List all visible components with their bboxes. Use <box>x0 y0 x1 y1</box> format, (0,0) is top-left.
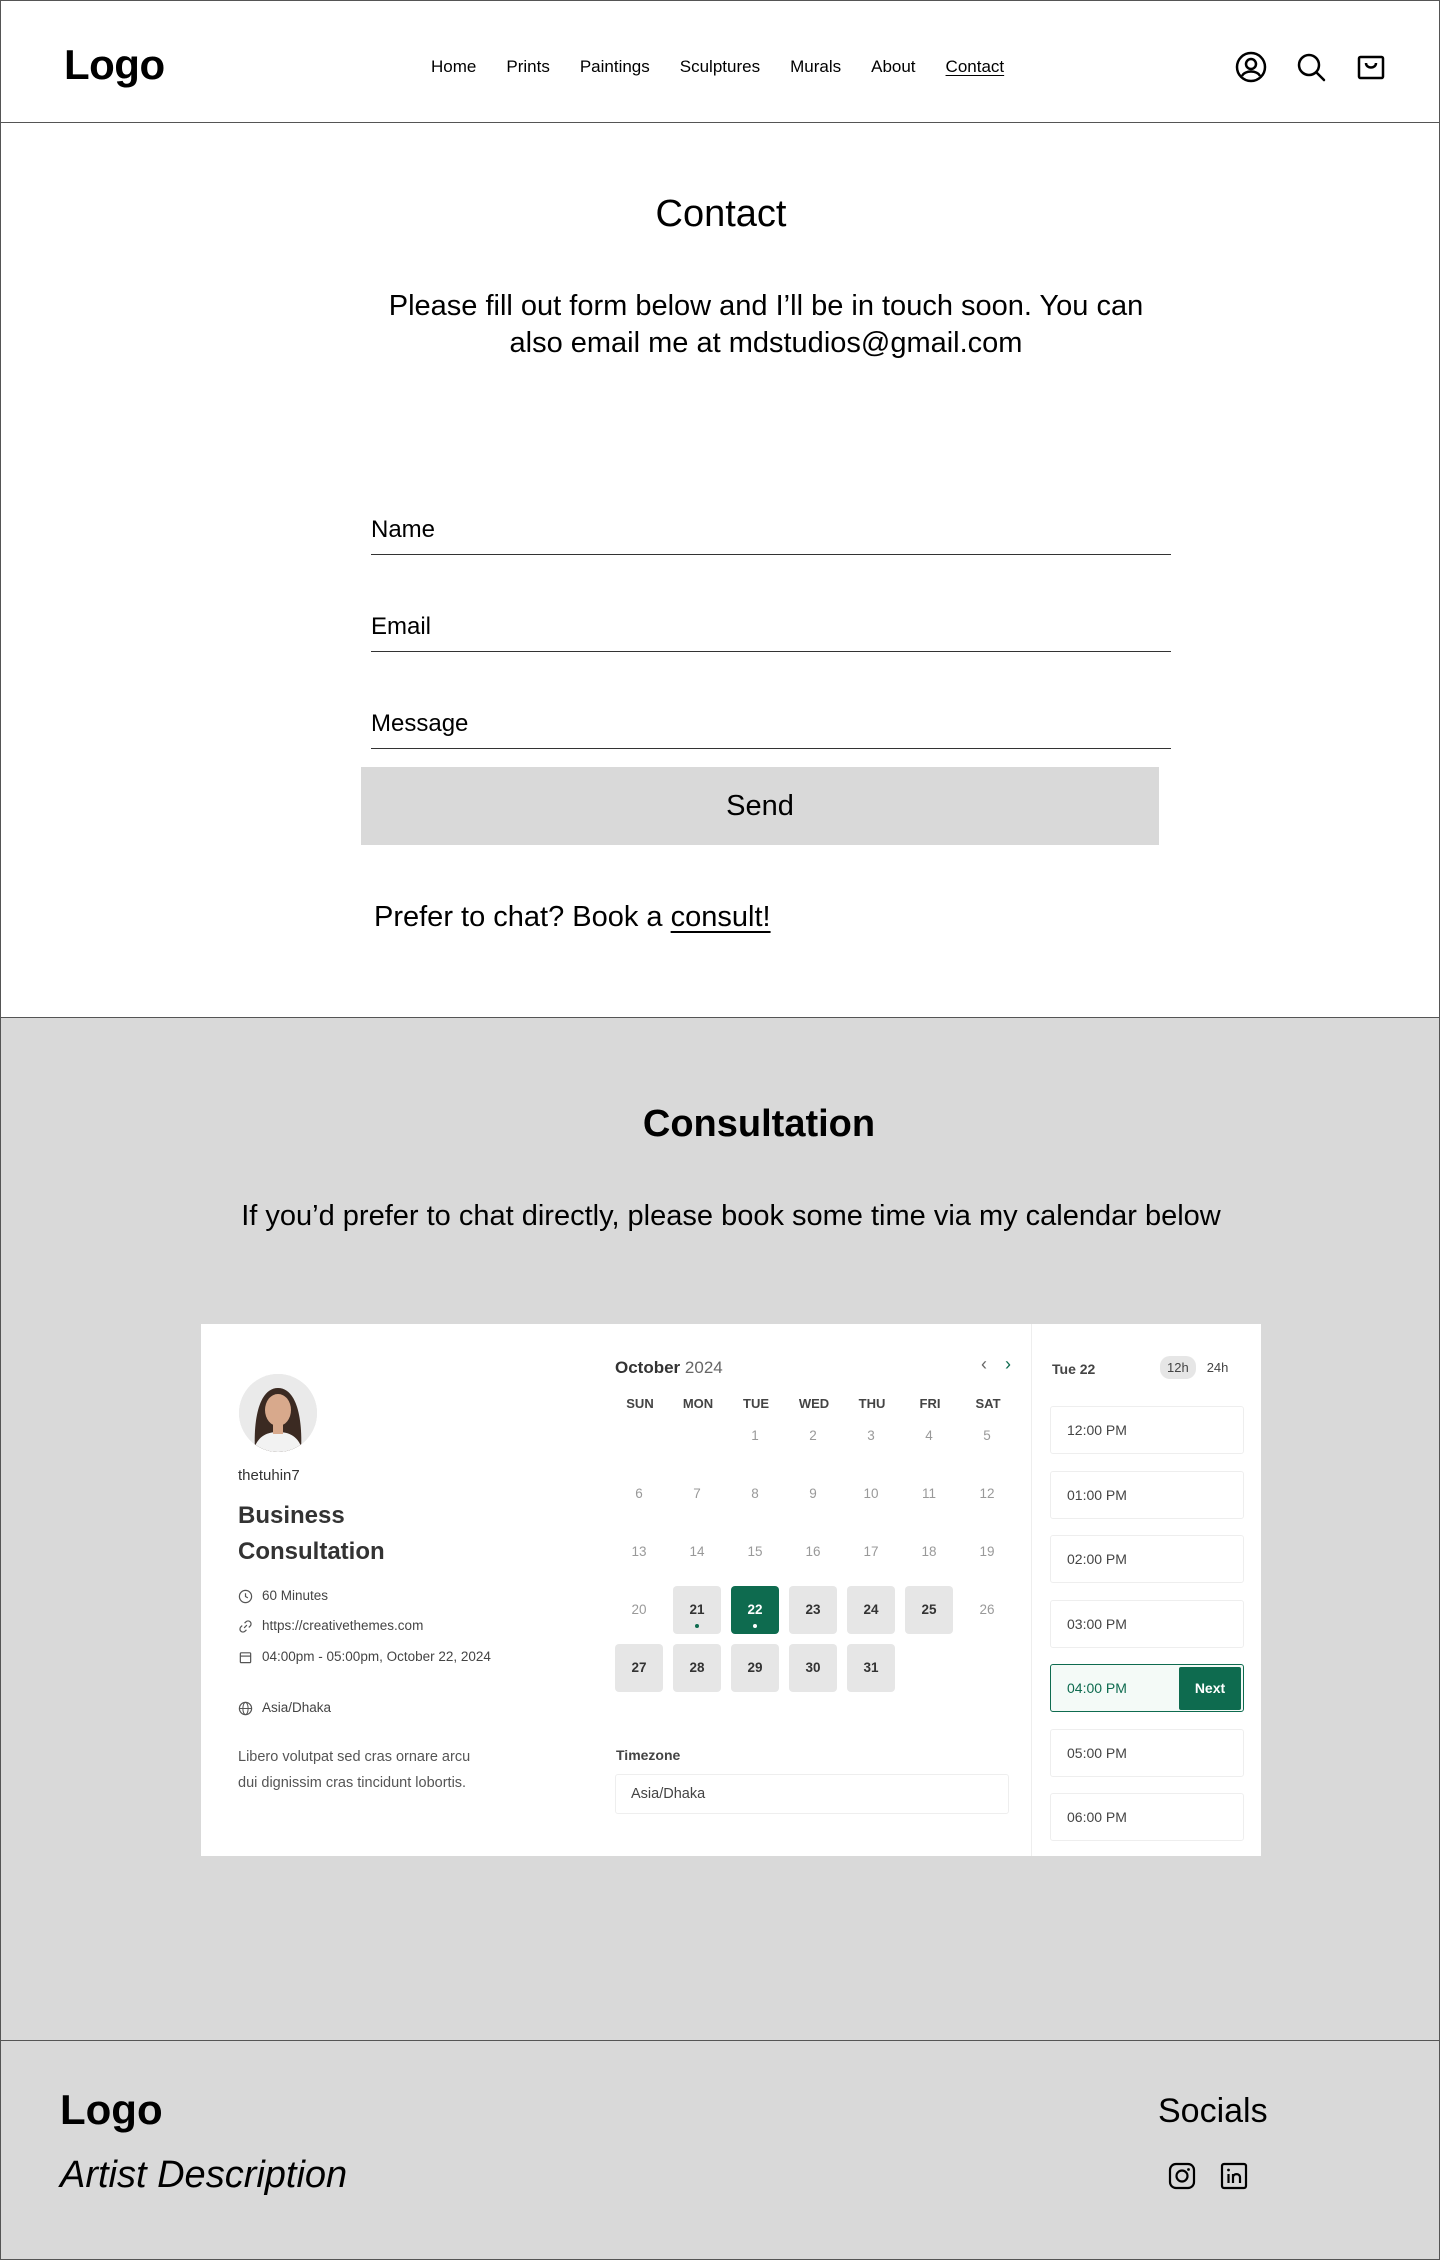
weekday-label: MON <box>682 1396 714 1411</box>
calendar-day: 18 <box>921 1544 937 1559</box>
weekday-label: FRI <box>919 1396 941 1411</box>
site-footer <box>0 2040 1440 2260</box>
calendar-day: 16 <box>805 1544 821 1559</box>
time-slot[interactable] <box>1050 1729 1244 1777</box>
name-field-label: Name <box>371 516 436 543</box>
avatar <box>239 1374 317 1452</box>
nav-paintings[interactable]: Paintings <box>579 57 650 76</box>
time-slot-label: 01:00 PM <box>1067 1486 1127 1503</box>
message-field-label: Message <box>371 710 469 737</box>
logo[interactable]: Logo <box>64 41 165 88</box>
globe-icon <box>238 1701 253 1716</box>
calendar-day: 13 <box>631 1544 647 1559</box>
calendar-day: 15 <box>747 1544 763 1559</box>
time-format-toggle <box>1160 1356 1235 1379</box>
availability-dot <box>695 1624 699 1628</box>
prefer-chat-text <box>374 901 771 934</box>
event-description: Libero volutpat sed cras ornare arcu dui dignissim cras tincidunt lobortis. <box>238 1749 471 1791</box>
time-slot-label: 12:00 PM <box>1067 1422 1127 1438</box>
calendar-day: 17 <box>863 1544 879 1559</box>
nav-contact[interactable]: Contact <box>945 57 1005 76</box>
availability-dot <box>753 1624 757 1628</box>
calendar-day: 10 <box>863 1486 879 1501</box>
header-icons <box>1235 51 1387 83</box>
time-slot-label: 04:00 PM <box>1067 1680 1127 1696</box>
contact-subtitle: Please fill out form below and I’ll be in touch soon. You can also email me at mdstudios@gmail.com <box>388 290 1144 359</box>
host-username: thetuhin7 <box>238 1467 300 1484</box>
duration-row <box>238 1586 498 1606</box>
nav-home[interactable]: Home <box>431 57 477 76</box>
selected-day-label: Tue 22 <box>1052 1361 1096 1377</box>
contact-title: Contact <box>655 193 787 235</box>
calendar-day: 20 <box>631 1602 647 1617</box>
timezone-select[interactable]: Asia/Dhaka <box>615 1774 1009 1814</box>
email-field[interactable] <box>371 600 1171 652</box>
datetime-row <box>238 1647 498 1667</box>
calendar-day[interactable]: 31 <box>847 1644 895 1692</box>
weekday-label: THU <box>858 1396 886 1411</box>
nav-prints[interactable]: Prints <box>506 57 550 76</box>
calendar-day: 1 <box>751 1428 759 1443</box>
socials-title: Socials <box>1158 2092 1268 2130</box>
consultation-subtitle: If you’d prefer to chat directly, please book some time via my calendar below <box>241 1200 1221 1232</box>
calendar-day: 2 <box>809 1428 817 1443</box>
prefer-chat-lead: Prefer to chat? Book a <box>374 901 671 933</box>
calendar-day: 14 <box>689 1544 705 1559</box>
consultation-section <box>0 1017 1440 2040</box>
footer-logo[interactable]: Logo <box>60 2086 163 2133</box>
send-button[interactable]: Send <box>361 767 1159 845</box>
email-field-label: Email <box>371 613 432 640</box>
time-slot[interactable] <box>1050 1471 1244 1519</box>
format-12h-button[interactable]: 12h <box>1160 1356 1196 1379</box>
calendar-day: 11 <box>921 1486 936 1501</box>
calendar-day[interactable]: 23 <box>789 1586 837 1634</box>
time-slot[interactable] <box>1050 1535 1244 1583</box>
format-24h-button[interactable]: 24h <box>1206 1360 1229 1375</box>
calendar-day: 6 <box>635 1486 643 1501</box>
calendar-day: 3 <box>867 1428 875 1443</box>
consult-link[interactable]: consult! <box>670 901 771 933</box>
instagram-icon[interactable] <box>1167 2161 1197 2191</box>
time-slot-label: 02:00 PM <box>1067 1551 1127 1567</box>
booking-widget <box>201 1324 1261 1856</box>
url-row <box>238 1616 498 1636</box>
time-slot[interactable] <box>1050 1664 1244 1712</box>
weekday-label: SUN <box>626 1396 654 1411</box>
weekday-label: SAT <box>975 1396 1001 1411</box>
nav-sculptures[interactable]: Sculptures <box>679 57 761 76</box>
consultation-title: Consultation <box>642 1103 876 1145</box>
weekday-label: TUE <box>743 1396 769 1411</box>
weekday-header <box>611 1396 1017 1411</box>
url-text[interactable]: https://creativethemes.com <box>262 1618 424 1633</box>
link-icon <box>238 1619 253 1634</box>
clock-icon <box>238 1589 253 1604</box>
social-icons <box>1167 2161 1249 2191</box>
site-header <box>0 0 1440 123</box>
nav-murals[interactable]: Murals <box>790 57 842 76</box>
calendar-day: 26 <box>979 1602 995 1617</box>
timezone-meta-text: Asia/Dhaka <box>262 1700 332 1715</box>
artist-description: Artist Description <box>60 2154 348 2196</box>
cart-icon[interactable] <box>1355 51 1387 83</box>
calendar-nav <box>981 1354 1011 1375</box>
account-icon[interactable] <box>1235 51 1267 83</box>
calendar-day: 9 <box>809 1486 817 1501</box>
calendar-day: 7 <box>693 1486 701 1501</box>
contact-section <box>0 123 1440 1018</box>
timezone-label: Timezone <box>616 1747 681 1763</box>
duration-text: 60 Minutes <box>262 1588 329 1603</box>
search-icon[interactable] <box>1295 51 1327 83</box>
calendar-day: 4 <box>925 1428 933 1443</box>
month-name: October <box>615 1358 681 1377</box>
time-slot-label: 03:00 PM <box>1067 1615 1127 1632</box>
calendar-day: 19 <box>979 1544 995 1559</box>
message-field[interactable] <box>371 697 1171 749</box>
event-info-panel <box>201 1324 551 1856</box>
next-month-icon[interactable]: › <box>1005 1354 1011 1374</box>
calendar-day[interactable]: 21 <box>673 1586 721 1634</box>
time-slots-panel <box>1031 1324 1261 1856</box>
linkedin-icon[interactable] <box>1219 2161 1249 2191</box>
main-nav <box>431 57 1034 77</box>
timezone-row <box>238 1698 498 1718</box>
calendar-day: 5 <box>983 1428 991 1443</box>
time-slot[interactable] <box>1050 1406 1244 1454</box>
calendar-day[interactable]: 25 <box>905 1586 953 1634</box>
calendar-day[interactable]: 27 <box>615 1644 663 1692</box>
calendar-day: 8 <box>751 1486 759 1501</box>
time-slot-label: 06:00 PM <box>1067 1809 1127 1825</box>
year-name: 2024 <box>684 1358 723 1377</box>
time-slot-label: 05:00 PM <box>1067 1744 1127 1761</box>
month-label <box>615 1358 723 1378</box>
calendar-icon <box>238 1650 253 1665</box>
calendar-panel <box>611 1324 1021 1856</box>
calendar-day[interactable]: 28 <box>673 1644 721 1692</box>
datetime-text: 04:00pm - 05:00pm, October 22, 2024 <box>262 1649 491 1664</box>
calendar-day[interactable]: 24 <box>847 1586 895 1634</box>
next-button[interactable]: Next <box>1179 1667 1241 1710</box>
prev-month-icon[interactable]: ‹ <box>981 1354 987 1374</box>
calendar-day[interactable]: 22 <box>731 1586 779 1634</box>
nav-about[interactable]: About <box>871 57 916 76</box>
time-slot[interactable] <box>1050 1600 1244 1648</box>
event-title: Business Consultation <box>238 1502 385 1565</box>
calendar-day[interactable]: 30 <box>789 1644 837 1692</box>
calendar-day[interactable]: 29 <box>731 1644 779 1692</box>
weekday-label: WED <box>798 1396 830 1411</box>
time-slot[interactable] <box>1050 1793 1244 1841</box>
calendar-day: 12 <box>979 1486 995 1501</box>
name-field[interactable] <box>371 503 1171 555</box>
